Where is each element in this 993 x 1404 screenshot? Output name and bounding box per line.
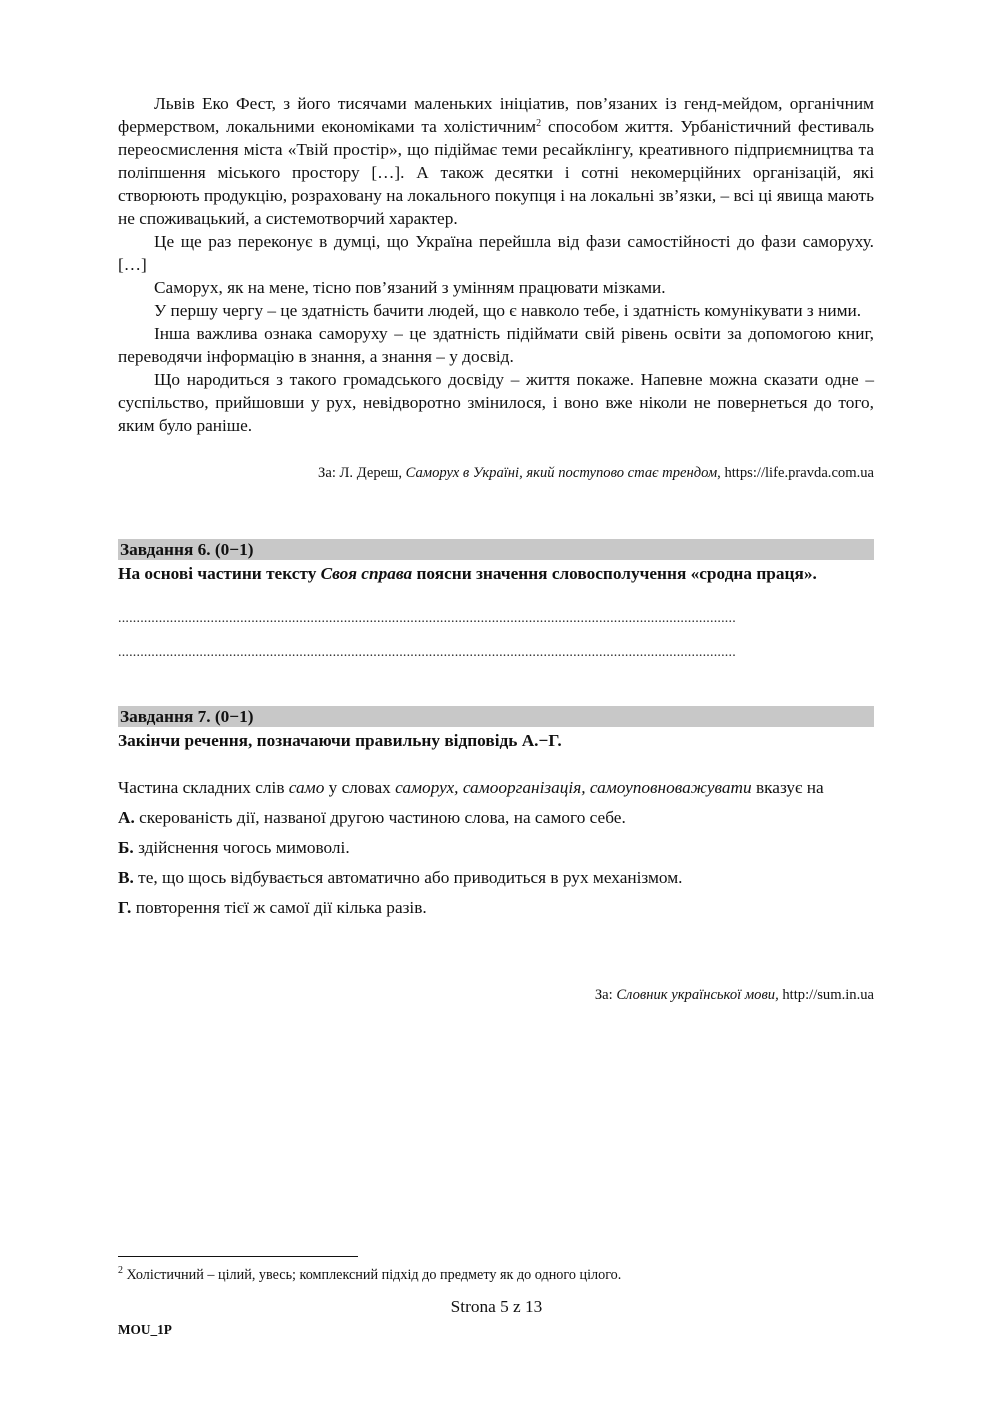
- article-source: За: Л. Дереш, Саморух в Україні, який поступово стає трендом, https://life.pravda.com.ua: [318, 465, 874, 481]
- article-paragraph-6: Що народиться з такого громадського досвіду – життя покаже. Напевне можна сказати одне – суспільство, прийшовши у рух, невідворотно змінилося, і воно вже ніколи не повернеться до того, яким було раніше.: [118, 370, 874, 435]
- page-number: Strona 5 z 13: [450, 1297, 543, 1316]
- article-paragraph-2: Це ще раз переконує в думці, що Україна перейшла від фази самостійності до фази саморуху. […]: [118, 232, 874, 274]
- answer-line-2[interactable]: .......................................................................................................................................................................: [118, 645, 736, 660]
- option-c[interactable]: В. те, що щось відбувається автоматично або приводиться в рух механізмом.: [118, 868, 683, 887]
- answer-line-1[interactable]: .......................................................................................................................................................................: [118, 611, 736, 626]
- option-d[interactable]: Г. повторення тієї ж самої дії кілька разів.: [118, 898, 427, 917]
- footnote-ref: 2: [536, 118, 542, 129]
- footnote: $^2$ Холістичний – цілий, увесь; комплексний підхід до предмету як до одного цілого.: [118, 1265, 622, 1283]
- task7-instruction: Закінчи речення, позначаючи правильну відповідь А.−Г.: [118, 731, 562, 750]
- task7-stem: Частина складних слів само у словах саморух, самоорганізація, самоуповноважувати вказує на: [118, 778, 824, 797]
- task7-header: Завдання 7. (0−1): [118, 706, 874, 727]
- task6-instruction: На основі частини тексту Своя справа поясни значення словосполучення «сродна праця».: [118, 564, 817, 583]
- task6-header: Завдання 6. (0−1): [118, 539, 874, 560]
- article-paragraph-3: Саморух, як на мене, тісно пов’язаний з умінням працювати мізками.: [154, 278, 666, 297]
- option-b[interactable]: Б. здійснення чогось мимоволі.: [118, 838, 350, 857]
- article-paragraph-4: У першу чергу – це здатність бачити людей, що є навколо тебе, і здатність комунікувати з ними.: [154, 301, 862, 320]
- article-paragraph-1: Львів Еко Фест, з його тисячами маленьких ініціатив, пов’язаних із генд-мейдом, органічним фермерством, локальними економіками та холістичним$^2$ способом життя. Урбаністичний фестиваль переосмислення міста «Твій простір», що підіймає теми ресайклінгу, креативного підприємництва та поліпшення міського простору […]. А також десятки і сотні некомерційних організацій, які створюють продукцію, розраховану на локального покупця і на локальні зв’язки, – всі ці явища мають не споживацький, а системотворчий характер.: [118, 94, 874, 228]
- page-content: [118, 92, 874, 1005]
- exam-code: MOU_1P: [118, 1322, 172, 1337]
- article-paragraph-5: Інша важлива ознака саморуху – це здатність підіймати свій рівень освіти за допомогою книг, переводячи інформацію в знання, а знання – у досвід.: [118, 324, 874, 366]
- task7-source: За: Словник української мови, http://sum.in.ua: [594, 987, 874, 1003]
- option-a[interactable]: А. скерованість дії, названої другою частиною слова, на самого себе.: [118, 808, 626, 827]
- footnote-divider: [118, 1256, 358, 1257]
